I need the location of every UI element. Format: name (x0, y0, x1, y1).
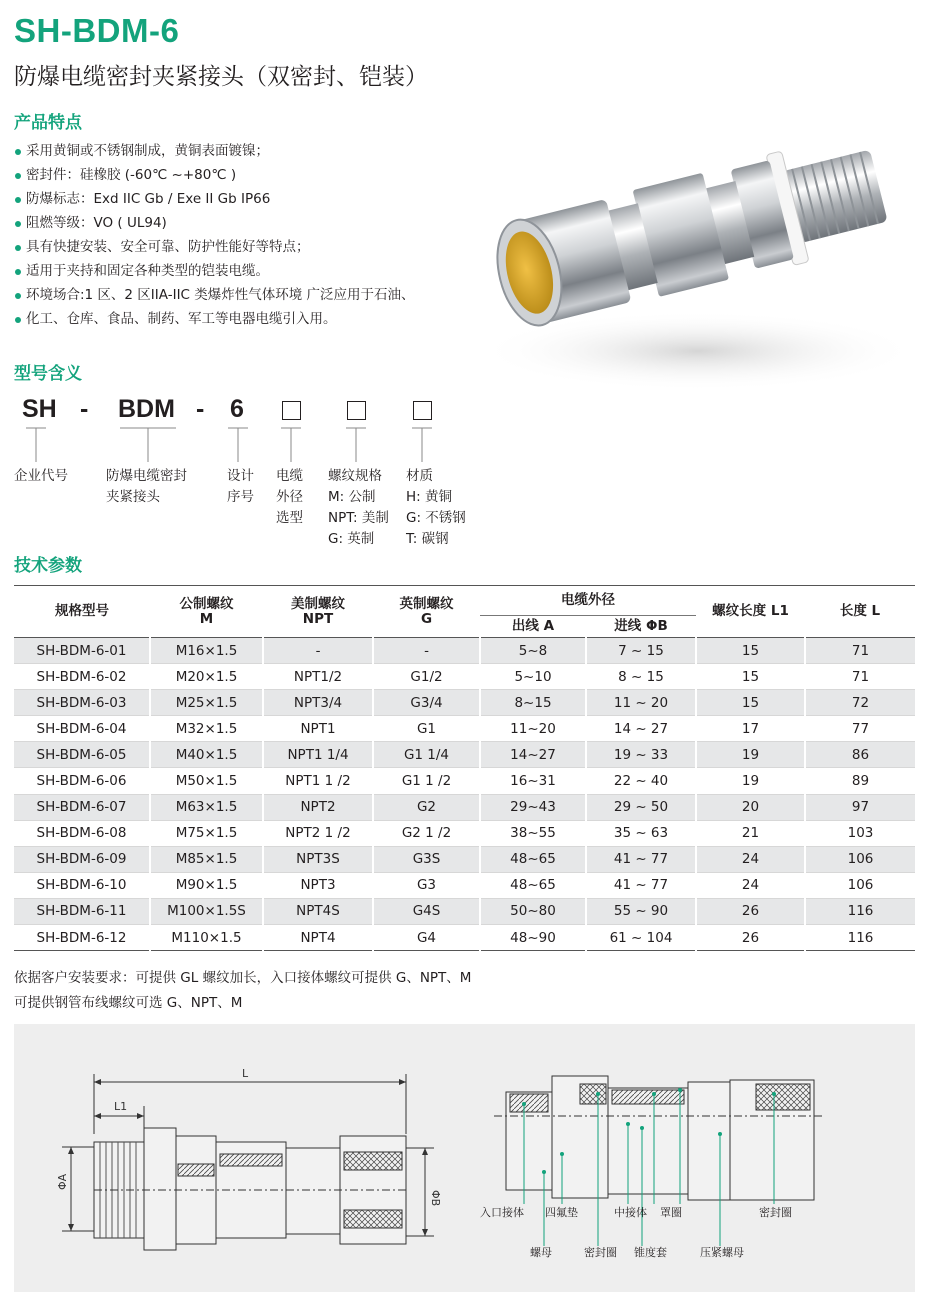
cell-model: SH-BDM-6-05 (14, 742, 150, 768)
code-dash: - (196, 395, 205, 423)
note-line-2: 可提供钢管布线螺纹可选 G、NPT、M (14, 995, 243, 1011)
table-row (14, 794, 915, 820)
cell-model: SH-BDM-6-11 (14, 898, 150, 924)
col-header-in-b: 进线 ΦB (586, 616, 696, 638)
cell-g: G3 (373, 872, 480, 898)
col-header-thread-length: 螺纹长度 L1 (696, 586, 805, 638)
feature-item: 阻燃等级：VO ( UL94) (14, 211, 484, 235)
cell-in-b: 61 ~ 104 (586, 925, 696, 951)
cell-metric: M25×1.5 (150, 690, 263, 716)
feature-item: 环境场合:1 区、2 区IIA-IIC 类爆炸性气体环境 广泛应用于石油、 (14, 283, 484, 307)
cell-thread-length: 26 (696, 925, 805, 951)
part-label-seal-ring: 密封圈 (759, 1206, 792, 1219)
cell-out-a: 29~43 (480, 794, 586, 820)
note-line-1: 依据客户安装要求：可提供 GL 螺纹加长，入口接体螺纹可提供 G、NPT、M (14, 970, 472, 986)
code-box-material (413, 401, 432, 420)
part-label-inlet-body: 入口接体 (480, 1206, 524, 1219)
cell-metric: M90×1.5 (150, 872, 263, 898)
product-subtitle: 防爆电缆密封夹紧接头（双密封、铠装） (14, 64, 428, 90)
cell-metric: M32×1.5 (150, 716, 263, 742)
cell-in-b: 22 ~ 40 (586, 768, 696, 794)
cell-thread-length: 19 (696, 742, 805, 768)
cell-npt: NPT3S (263, 846, 373, 872)
dim-label-B: ΦB (429, 1190, 442, 1207)
cell-thread-length: 21 (696, 820, 805, 846)
cell-out-a: 5~8 (480, 638, 586, 664)
cell-model: SH-BDM-6-07 (14, 794, 150, 820)
feature-list (14, 139, 484, 331)
cell-in-b: 41 ~ 77 (586, 872, 696, 898)
cell-metric: M85×1.5 (150, 846, 263, 872)
dim-label-A: ΦA (56, 1173, 69, 1190)
cell-in-b: 8 ~ 15 (586, 664, 696, 690)
col-header-cable-od: 电缆外径 (480, 586, 696, 616)
cell-out-a: 8~15 (480, 690, 586, 716)
cell-in-b: 19 ~ 33 (586, 742, 696, 768)
cell-thread-length: 24 (696, 872, 805, 898)
feature-item: 具有快捷安装、安全可靠、防护性能好等特点； (14, 235, 484, 259)
feature-item: 防爆标志：Exd IIC Gb / Exe II Gb IP66 (14, 187, 484, 211)
table-row (14, 716, 915, 742)
code-part-company: SH (22, 395, 57, 423)
cell-thread-length: 26 (696, 898, 805, 924)
cell-length: 106 (805, 872, 915, 898)
cell-out-a: 48~90 (480, 925, 586, 951)
cell-g: - (373, 638, 480, 664)
cell-out-a: 14~27 (480, 742, 586, 768)
cell-model: SH-BDM-6-08 (14, 820, 150, 846)
cell-thread-length: 15 (696, 690, 805, 716)
cell-metric: M50×1.5 (150, 768, 263, 794)
cell-in-b: 41 ~ 77 (586, 846, 696, 872)
cell-out-a: 16~31 (480, 768, 586, 794)
code-label-material: 材质 H: 黄铜 G: 不锈钢 T: 碳钢 (406, 468, 466, 547)
cell-in-b: 29 ~ 50 (586, 794, 696, 820)
cell-out-a: 48~65 (480, 846, 586, 872)
part-label-middle-body: 中接体 (614, 1206, 647, 1219)
cell-out-a: 50~80 (480, 898, 586, 924)
cell-length: 103 (805, 820, 915, 846)
cell-metric: M110×1.5 (150, 925, 263, 951)
part-label-taper-sleeve: 锥度套 (634, 1246, 667, 1259)
product-photo (468, 96, 928, 396)
table-row (14, 742, 915, 768)
cell-out-a: 11~20 (480, 716, 586, 742)
cell-length: 97 (805, 794, 915, 820)
model-code-heading: 型号含义 (14, 364, 82, 384)
table-row (14, 820, 915, 846)
cell-metric: M40×1.5 (150, 742, 263, 768)
col-header-metric: 公制螺纹 M (150, 586, 263, 638)
feature-item-continued: 化工、仓库、食品、制药、军工等电器电缆引入用。 (14, 307, 484, 331)
cell-metric: M75×1.5 (150, 820, 263, 846)
table-row (14, 664, 915, 690)
cell-in-b: 11 ~ 20 (586, 690, 696, 716)
code-box-cable-od (282, 401, 301, 420)
code-part-series: BDM (118, 395, 175, 423)
cell-npt: NPT3/4 (263, 690, 373, 716)
cell-g: G1 1 /2 (373, 768, 480, 794)
col-header-out-a: 出线 A (480, 616, 586, 638)
cell-npt: NPT1/2 (263, 664, 373, 690)
code-label-thread: 螺纹规格 M: 公制 NPT: 美制 G: 英制 (328, 468, 389, 547)
feature-item: 密封件：硅橡胶 (-60℃ ~+80℃ ) (14, 163, 484, 187)
cell-model: SH-BDM-6-09 (14, 846, 150, 872)
cell-length: 72 (805, 690, 915, 716)
drawing-panel (14, 1024, 915, 1292)
code-label-cable-od: 电缆 外径 选型 (276, 468, 303, 526)
cell-npt: - (263, 638, 373, 664)
col-header-g: 英制螺纹 G (373, 586, 480, 638)
spec-table (14, 585, 915, 951)
cell-g: G1/2 (373, 664, 480, 690)
cell-thread-length: 19 (696, 768, 805, 794)
code-dash: - (80, 395, 89, 423)
cell-model: SH-BDM-6-03 (14, 690, 150, 716)
cell-in-b: 35 ~ 63 (586, 820, 696, 846)
specs-heading: 技术参数 (14, 556, 82, 576)
cell-g: G1 (373, 716, 480, 742)
code-box-thread (347, 401, 366, 420)
cell-model: SH-BDM-6-10 (14, 872, 150, 898)
cell-metric: M63×1.5 (150, 794, 263, 820)
feature-item: 适用于夹持和固定各种类型的铠装电缆。 (14, 259, 484, 283)
cell-length: 71 (805, 664, 915, 690)
cell-npt: NPT4 (263, 925, 373, 951)
cell-length: 77 (805, 716, 915, 742)
part-label-ptfe-gasket: 四氟垫 (545, 1206, 578, 1219)
spec-table-body (14, 638, 915, 951)
cell-length: 71 (805, 638, 915, 664)
cell-length: 106 (805, 846, 915, 872)
code-part-design: 6 (230, 395, 244, 423)
table-row (14, 925, 915, 951)
cell-g: G3/4 (373, 690, 480, 716)
cell-length: 86 (805, 742, 915, 768)
part-label-compression-nut: 压紧螺母 (700, 1246, 744, 1259)
code-label-series: 防爆电缆密封 夹紧接头 (106, 468, 187, 505)
cell-thread-length: 15 (696, 664, 805, 690)
table-row (14, 690, 915, 716)
cell-g: G3S (373, 846, 480, 872)
cell-npt: NPT1 1/4 (263, 742, 373, 768)
cell-out-a: 48~65 (480, 872, 586, 898)
cell-g: G2 (373, 794, 480, 820)
cell-in-b: 14 ~ 27 (586, 716, 696, 742)
table-row (14, 638, 915, 664)
cell-metric: M16×1.5 (150, 638, 263, 664)
cell-model: SH-BDM-6-12 (14, 925, 150, 951)
cell-out-a: 5~10 (480, 664, 586, 690)
cell-thread-length: 17 (696, 716, 805, 742)
cell-npt: NPT1 (263, 716, 373, 742)
code-label-design: 设计 序号 (227, 468, 254, 505)
cell-thread-length: 15 (696, 638, 805, 664)
cell-in-b: 7 ~ 15 (586, 638, 696, 664)
code-connector-lines (0, 420, 520, 470)
cell-model: SH-BDM-6-01 (14, 638, 150, 664)
cell-npt: NPT2 1 /2 (263, 820, 373, 846)
cell-npt: NPT2 (263, 794, 373, 820)
cell-thread-length: 20 (696, 794, 805, 820)
dim-label-L1: L1 (114, 1100, 128, 1113)
col-header-npt: 美制螺纹 NPT (263, 586, 373, 638)
cell-length: 116 (805, 898, 915, 924)
cell-g: G4S (373, 898, 480, 924)
page-title: SH-BDM-6 (14, 12, 180, 49)
cell-thread-length: 24 (696, 846, 805, 872)
cell-g: G2 1 /2 (373, 820, 480, 846)
cell-g: G4 (373, 925, 480, 951)
cell-model: SH-BDM-6-04 (14, 716, 150, 742)
cell-length: 89 (805, 768, 915, 794)
cell-model: SH-BDM-6-02 (14, 664, 150, 690)
table-row (14, 768, 915, 794)
table-row (14, 872, 915, 898)
col-header-length: 长度 L (805, 586, 915, 638)
cell-npt: NPT3 (263, 872, 373, 898)
table-row (14, 846, 915, 872)
code-label-company: 企业代号 (14, 468, 68, 484)
cell-in-b: 55 ~ 90 (586, 898, 696, 924)
col-header-model: 规格型号 (14, 586, 150, 638)
cell-npt: NPT4S (263, 898, 373, 924)
features-heading: 产品特点 (14, 113, 82, 133)
feature-item: 采用黄铜或不锈钢制成，黄铜表面镀镍； (14, 139, 484, 163)
cell-npt: NPT1 1 /2 (263, 768, 373, 794)
part-label-cover-ring: 罩圈 (660, 1206, 682, 1219)
dim-label-L: L (242, 1067, 249, 1080)
cell-metric: M100×1.5S (150, 898, 263, 924)
technical-drawings (14, 1024, 915, 1292)
cell-length: 116 (805, 925, 915, 951)
part-label-nut: 螺母 (530, 1246, 552, 1259)
cell-out-a: 38~55 (480, 820, 586, 846)
part-label-seal-ring-2: 密封圈 (584, 1246, 617, 1259)
table-row (14, 898, 915, 924)
cell-model: SH-BDM-6-06 (14, 768, 150, 794)
cell-metric: M20×1.5 (150, 664, 263, 690)
cell-g: G1 1/4 (373, 742, 480, 768)
